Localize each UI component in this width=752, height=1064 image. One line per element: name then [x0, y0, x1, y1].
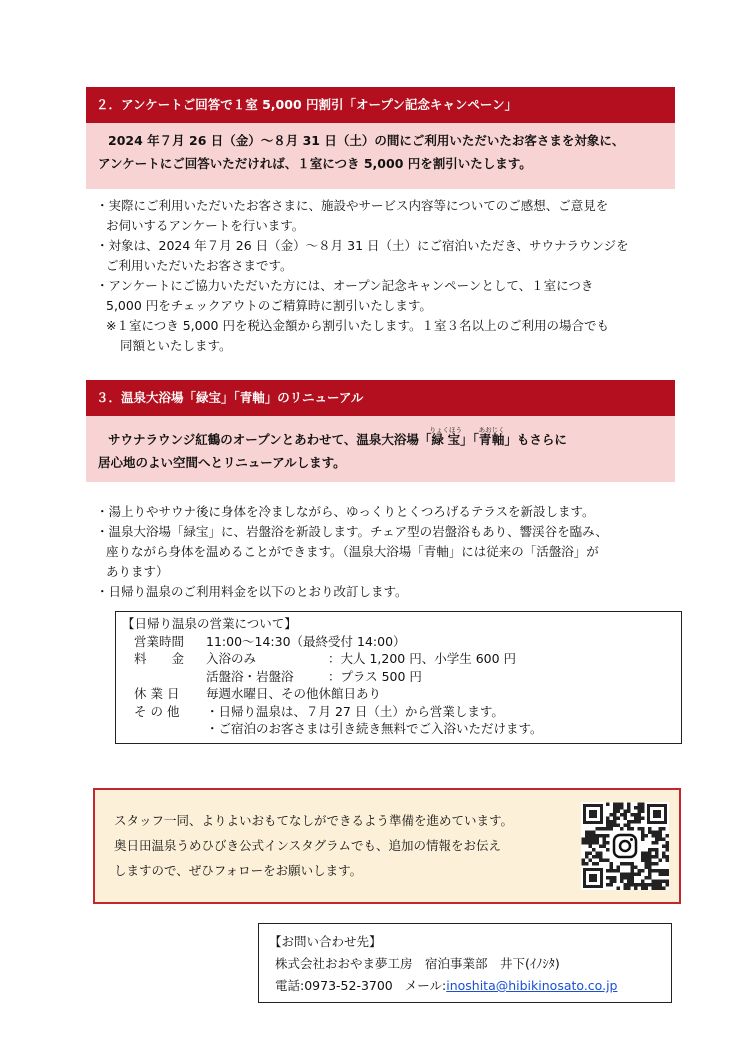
- bullet-line: ご利用いただいたお客さまです。: [106, 258, 293, 273]
- email-link[interactable]: inoshita@hibikinosato.co.jp: [446, 978, 618, 993]
- hours-title: 【日帰り温泉の営業について】: [122, 616, 297, 631]
- bullet-line: ・日帰り温泉のご利用料金を以下のとおり改訂します。: [96, 584, 408, 599]
- notice-line: 奥日田温泉うめひびき公式インスタグラムでも、追加の情報をお伝え: [114, 838, 502, 853]
- other-row: ・ご宿泊のお客さまは引き続き無料でご入浴いただけます。: [206, 721, 543, 736]
- price-row: 料 金 入浴のみ ：大人 1,200 円、小学生 600 円: [134, 651, 517, 666]
- closed-days-row: 休 業 日 毎週水曜日、その他休館日あり: [134, 686, 382, 701]
- section-3-highlight: [86, 416, 675, 482]
- bullet-line: あります）: [106, 564, 169, 579]
- price-row: 活盤浴・岩盤浴 ：プラス 500 円: [206, 668, 422, 684]
- highlight-line: アンケートにご回答いただければ、１室につき 5,000 円を割引いたします。: [98, 156, 532, 171]
- section-2-bullets: [96, 196, 696, 356]
- highlight-line: 居心地のよい空間へとリニューアルします。: [98, 455, 346, 470]
- section-3: [86, 380, 675, 482]
- section-2-title: ２．アンケートご回答で１室 5,000 円割引「オープン記念キャンペーン」: [86, 87, 675, 123]
- aojiku-ruby: 青軸あおじく: [478, 426, 505, 447]
- highlight-line: サウナラウンジ紅鶴のオープンとあわせて、温泉大浴場「緑宝りょくほう」「青軸あおじく」もさらに: [108, 426, 567, 447]
- note-line: 同額といたします。: [120, 338, 232, 353]
- hours-row: 営業時間 11:00～14:30（最終受付 14:00）: [134, 633, 406, 649]
- bullet-line: ・湯上りやサウナ後に身体を冷ましながら、ゆっくりとくつろげるテラスを新設します。: [96, 504, 595, 519]
- day-spa-hours-box: [115, 611, 682, 744]
- bullet-line: 5,000 円をチェックアウトのご精算時に割引いたします。: [106, 298, 432, 313]
- bullet-line: ・実際にご利用いただいたお客さまに、施設やサービス内容等についてのご感想、ご意見を: [96, 198, 609, 213]
- contact-company: 株式会社おおやま夢工房 宿泊事業部 井下(ｲﾉｼﾀ): [275, 956, 560, 971]
- contact-title: 【お問い合わせ先】: [269, 934, 382, 949]
- contact-line: [269, 975, 661, 997]
- section-2-highlight: [86, 123, 675, 189]
- ryokuho-ruby: 緑宝りょくほう: [429, 426, 462, 447]
- staff-notice-box: [93, 788, 681, 904]
- bullet-line: ・アンケートにご協力いただいた方には、オープン記念キャンペーンとして、１室につき: [96, 278, 594, 293]
- bullet-line: お伺いするアンケートを行います。: [106, 218, 305, 233]
- section-3-title: ３．温泉大浴場「緑宝」「青軸」のリニューアル: [86, 380, 675, 416]
- bullet-line: ・対象は、2024 年７月 26 日（金）～８月 31 日（土）にご宿泊いただき、サウナラウンジを: [96, 238, 629, 253]
- contact-box: [258, 923, 672, 1003]
- bullet-line: ・温泉大浴場「緑宝」に、岩盤浴を新設します。チェア型の岩盤浴もあり、響渓谷を臨み、: [96, 524, 608, 539]
- section-2: [86, 87, 675, 189]
- phone-number: 電話:0973-52-3700: [275, 978, 393, 993]
- highlight-line: 2024 年７月 26 日（金）～８月 31 日（土）の間にご利用いただいたお客さまを対象に、: [108, 133, 625, 148]
- other-row: そ の 他 ・日帰り温泉は、７月 27 日（土）から営業します。: [134, 703, 504, 719]
- bullet-line: 座りながら身体を温めることができます。（温泉大浴場「青軸」には従来の「活盤浴」が: [106, 544, 599, 559]
- section-3-bullets: [96, 502, 696, 602]
- note-line: ※１室につき 5,000 円を税込金額から割引いたします。１室３名以上のご利用の場合でも: [106, 318, 609, 333]
- instagram-qr-icon[interactable]: [581, 802, 669, 890]
- notice-line: スタッフ一同、よりよいおもてなしができるよう準備を進めています。: [114, 813, 514, 828]
- email-label: メール:: [404, 978, 447, 993]
- notice-line: しますので、ぜひフォローをお願いします。: [114, 863, 363, 878]
